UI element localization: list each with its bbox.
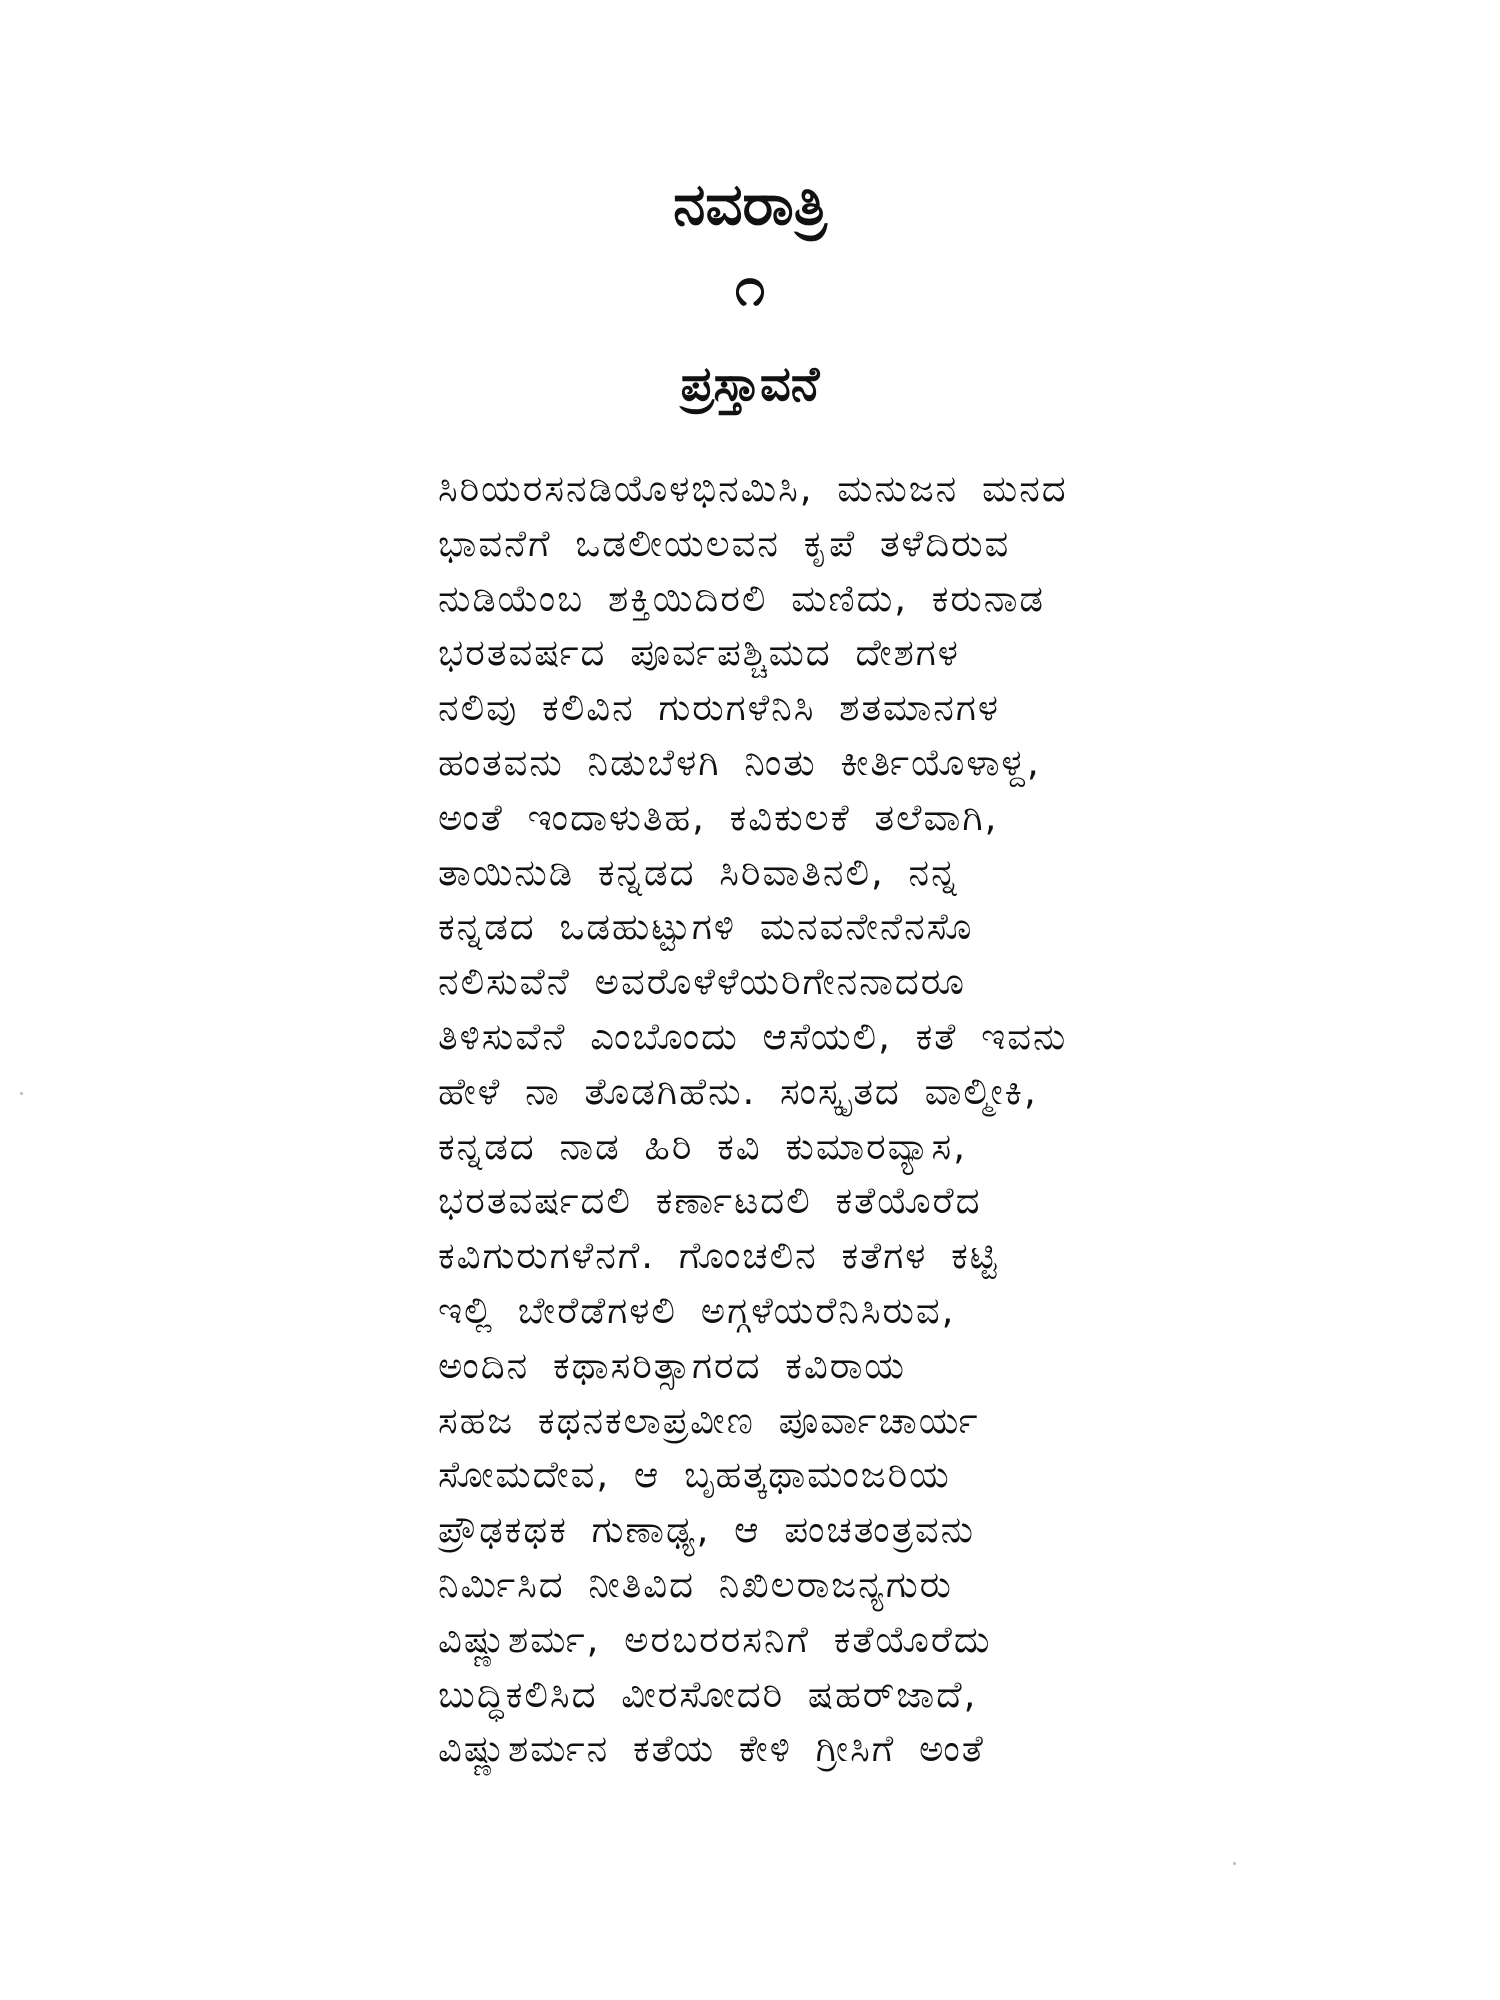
- scan-speck: [20, 1092, 23, 1095]
- chapter-number: ೧: [734, 255, 766, 318]
- poem-line: ವಿಷ್ಣುಶರ್ಮ, ಅರಬರರಸನಿಗೆ ಕತೆಯೊರೆದು: [438, 1617, 992, 1661]
- poem-line: ನಲಿವು ಕಲಿವಿನ ಗುರುಗಳೆನಿಸಿ ಶತಮಾನಗಳ: [438, 686, 1000, 730]
- poem-line: ಭಾವನೆಗೆ ಒಡಲೀಯಲವನ ಕೃಪೆ ತಳೆದಿರುವ: [438, 521, 1011, 565]
- poem-line: ಕನ್ನಡದ ನಾಡ ಹಿರಿ ಕವಿ ಕುಮಾರವ್ಯಾಸ,: [438, 1124, 967, 1168]
- poem-line: ಪ್ರೌಢಕಥಕ ಗುಣಾಢ್ಯ, ಆ ಪಂಚತಂತ್ರವನು: [438, 1508, 975, 1552]
- poem-line: ಕವಿಗುರುಗಳೆನಗೆ. ಗೊಂಚಲಿನ ಕತೆಗಳ ಕಟ್ಟಿ: [438, 1234, 999, 1278]
- poem-line: ಸಹಜ ಕಥನಕಲಾಪ್ರವೀಣ ಪೂರ್ವಾಚಾರ್ಯ: [438, 1398, 980, 1442]
- poem-line: ಹಂತವನು ನಿಡುಬೆಳಗಿ ನಿಂತು ಕೀರ್ತಿಯೊಳಾಳ್ದ,: [438, 740, 1041, 784]
- section-heading: ಪ್ರಸ್ತಾವನೆ: [680, 356, 820, 412]
- poem-line: ಇಲ್ಲಿ ಬೇರೆಡೆಗಳಲಿ ಅಗ್ಗಳೆಯರೆನಿಸಿರುವ,: [438, 1288, 956, 1332]
- poem-line: ಕನ್ನಡದ ಒಡಹುಟ್ಟುಗಳಿ ಮನವನೇನೆನಸೊ: [438, 905, 974, 949]
- poem-line: ಬುದ್ಧಿಕಲಿಸಿದ ವೀರಸೋದರಿ ಷಹರ್‌ಜಾದೆ,: [438, 1672, 978, 1716]
- poem-line: ನಿರ್ಮಿಸಿದ ನೀತಿವಿದ ನಿಖಿಲರಾಜನ್ಯಗುರು: [438, 1562, 953, 1606]
- poem-line: ತಿಳಿಸುವೆನೆ ಎಂಬೊಂದು ಆಸೆಯಲಿ, ಕತೆ ಇವನು: [438, 1014, 1068, 1058]
- poem-line: ಅಂತೆ ಇಂದಾಳುತಿಹ, ಕವಿಕುಲಕೆ ತಲೆವಾಗಿ,: [438, 795, 999, 839]
- poem-body: [438, 462, 1438, 1777]
- poem-line: ಭರತವರ್ಷದ ಪೂರ್ವಪಶ್ಚಿಮದ ದೇಶಗಳ: [438, 631, 960, 675]
- poem-line: ಸಿರಿಯರಸನಡಿಯೊಳಭಿನಮಿಸಿ, ಮನುಜನ ಮನದ: [438, 467, 1068, 510]
- poem-line: ಹೇಳೆ ನಾ ತೊಡಗಿಹೆನು. ಸಂಸ್ಕೃತದ ವಾಲ್ಮೀಕಿ,: [438, 1069, 1038, 1113]
- poem-line: ವಿಷ್ಣುಶರ್ಮನ ಕತೆಯ ಕೇಳಿ ಗ್ರೀಸಿಗೆ ಅಂತೆ: [438, 1727, 985, 1771]
- document-title: ನವರಾತ್ರಿ: [673, 170, 827, 238]
- scan-speck: [1233, 1862, 1236, 1865]
- poem-line: ಸೋಮದೇವ, ಆ ಬೃಹತ್ಕಥಾಮಂಜರಿಯ: [438, 1453, 951, 1497]
- poem-line: ಭರತವರ್ಷದಲಿ ಕರ್ಣಾಟದಲಿ ಕತೆಯೊರೆದ: [438, 1179, 982, 1223]
- poem-line: ನಲಿಸುವೆನೆ ಅವರೊಳೆಳೆಯರಿಗೇನನಾದರೂ: [438, 960, 966, 1004]
- poem-line: ತಾಯಿನುಡಿ ಕನ್ನಡದ ಸಿರಿವಾತಿನಲಿ, ನನ್ನ: [438, 850, 959, 894]
- poem-line: ಅಂದಿನ ಕಥಾಸರಿತ್ಸಾಗರದ ಕವಿರಾಯ: [438, 1343, 907, 1387]
- poem-line: ನುಡಿಯೆಂಬ ಶಕ್ತಿಯಿದಿರಲಿ ಮಣಿದು, ಕರುನಾಡ: [438, 576, 1046, 620]
